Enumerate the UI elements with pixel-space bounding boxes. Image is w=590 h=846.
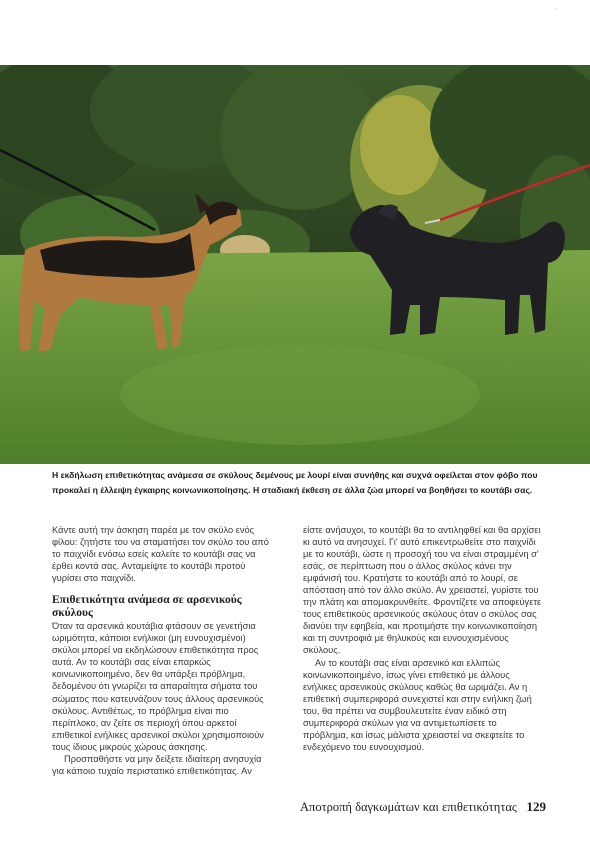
left-paragraph-1: Κάντε αυτή την άσκηση παρέα με τον σκύλο ενός φίλου: ζητήστε του να σταματήσει τον σκύλο του από το παιχνίδι ενόσω εσείς καλείτε το κουτάβι σας να έρθει κοντά σας. Ανταμείψτε το κουτάβι πρoτού γυρίσει στο παιχνίδι. bbox=[52, 525, 269, 584]
left-paragraph-3: Προσπαθήστε να μην δείξετε ιδιαίτερη ανησυχία για κάποιο τυχαίο περιστατικό επιθετικότητας. Αν bbox=[52, 753, 262, 776]
photo-caption: Η εκδήλωση επιθετικότητας ανάμεσα σε σκύλους δεμένους με λουρί είναι συνήθης και συχνά οφείλεται στον φόβο που προκαλεί η έλλειψη έγκαιρης κοινωνικοποίησης. Η σταδιακή έκθεση σε άλλα ζώα μπορεί να βοηθήσει το κουτάβι σας. bbox=[52, 470, 538, 495]
right-paragraph-2: Αν το κουτάβι σας είναι αρσενικό και ελλιπώς κοινωνικοποιημένο, ίσως γίνει επιθετικό με άλλους ενήλικες αρσενικούς σκύλους καθώς θα ωριμάζει. Αν η επιθετική συμπεριφορά συνεχιστεί και στην ενήλικη ζωή του, θα πρέπει να συμβουλευτείτε έναν ειδικό στη συμπεριφορά σκύλων για να αντιμετωπίσετε το πρόβλημα, και ίσως μάλιστα χρειαστεί να σκεφτείτε το ενδεχόμενο του ευνουχισμού. bbox=[303, 657, 532, 752]
section-heading: Επιθετικότητα ανάμεσα σε αρσενικούς σκύλους bbox=[52, 594, 242, 620]
page-number: 129 bbox=[526, 799, 546, 814]
right-column bbox=[303, 524, 543, 753]
right-paragraph-1: είστε ανήσυχοι, το κουτάβι θα το αντιληφθεί και θα αρχίσει κι αυτό να ανησυχεί. Γι' αυτό επικεντρωθείτε στο παιχνίδι με το κουτάβι, ώστε η προσοχή του να είναι στραμμένη σ' εσάς, σε περίπτωση που ο άλλος σκύλος κάνει την εμφάνισή του. Κρατήστε το κουτάβι από το λουρί, σε απόσταση από τον άλλο σκύλο. Αν χρειαστεί, γυρίστε του την πλάτη και απομακρυνθείτε. Φροντίζετε να αποφεύγετε τους επιθετικούς αρσενικούς σκύλους όταν ο σκύλος σας διανύει την εφηβεία, και προτιμήστε την κοινωνικοποίηση και τη συντροφιά με θηλυκούς και ευνουχισμένους σκύλους. bbox=[303, 525, 542, 656]
chapter-title: Αποτροπή δαγκωμάτων και επιθετικότητας bbox=[300, 800, 517, 814]
corner-mark: · bbox=[556, 6, 558, 12]
page-footer bbox=[300, 799, 546, 815]
left-column bbox=[52, 524, 272, 777]
dogs-photo bbox=[0, 65, 590, 464]
left-paragraph-2: Όταν τα αρσενικά κουτάβια φτάσουν σε γενετήσια ωριμότητα, κάποιοι ενήλικοι (μη ευνουχισμένοι) σκύλοι μπορεί να εκδηλώσουν επιθετικότητα προς αυτά. Αν το κουτάβι σας είναι επαρκώς κοινωνικοποιημένο, δεν θα υπάρξει πρόβλημα, δεδομένου ότι γνωρίζει τα απαραίτητα σήματα του σώματος που κατευνάζουν τους άλλους αρσενικούς σκύλους. Αντιθέτως, το πρόβλημα είναι πιο περίπλοκο, αν ζείτε σε περιοχή όπου αρκετοί επιθετικοί ενήλικες αρσενικοί σκύλοι χρησιμοποιούν τους ίδιους μικρούς χώρους άσκησης. bbox=[52, 621, 264, 752]
